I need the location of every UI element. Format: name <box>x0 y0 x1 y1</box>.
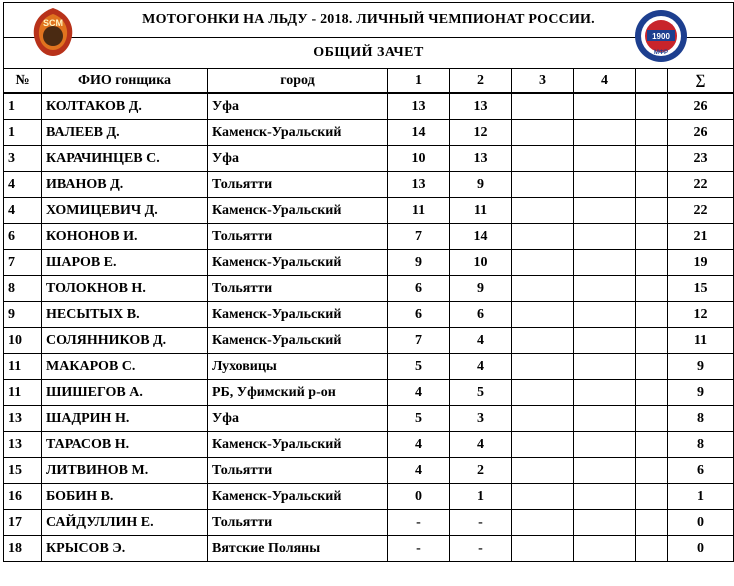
table-row <box>4 458 734 484</box>
cell-r1: 6 <box>388 302 450 328</box>
col-header-gap <box>636 69 668 93</box>
cell-r4 <box>574 302 636 328</box>
cell-gap <box>636 250 668 276</box>
cell-gap <box>636 406 668 432</box>
cell-city: Тольятти <box>208 458 388 484</box>
cell-name: КРЫСОВ Э. <box>42 536 208 562</box>
cell-r4 <box>574 380 636 406</box>
cell-r1: - <box>388 510 450 536</box>
cell-r2: 10 <box>450 250 512 276</box>
cell-r3 <box>512 94 574 120</box>
cell-r2: - <box>450 510 512 536</box>
cell-name: МАКАРОВ С. <box>42 354 208 380</box>
table-row <box>4 536 734 562</box>
page-title: МОТОГОНКИ НА ЛЬДУ - 2018. ЛИЧНЫЙ ЧЕМПИОНАТ РОССИИ. <box>4 3 734 38</box>
cell-city: Каменск-Уральский <box>208 302 388 328</box>
table-row <box>4 302 734 328</box>
cell-num: 1 <box>4 94 42 120</box>
cell-r1: 4 <box>388 458 450 484</box>
table-row <box>4 146 734 172</box>
cell-r3 <box>512 458 574 484</box>
cell-r1: - <box>388 536 450 562</box>
cell-name: ШИШЕГОВ А. <box>42 380 208 406</box>
table-row <box>4 328 734 354</box>
cell-r3 <box>512 302 574 328</box>
cell-r1: 14 <box>388 120 450 146</box>
cell-num: 8 <box>4 276 42 302</box>
cell-city: Тольятти <box>208 276 388 302</box>
cell-num: 17 <box>4 510 42 536</box>
cell-r3 <box>512 224 574 250</box>
cell-gap <box>636 302 668 328</box>
table-row <box>4 432 734 458</box>
cell-gap <box>636 458 668 484</box>
cell-r4 <box>574 484 636 510</box>
cell-city: Луховицы <box>208 354 388 380</box>
cell-r4 <box>574 328 636 354</box>
cell-name: КОЛТАКОВ Д. <box>42 94 208 120</box>
cell-r3 <box>512 510 574 536</box>
cell-num: 6 <box>4 224 42 250</box>
cell-r3 <box>512 120 574 146</box>
cell-gap <box>636 94 668 120</box>
cell-r1: 4 <box>388 432 450 458</box>
cell-total: 0 <box>668 510 734 536</box>
cell-city: Каменск-Уральский <box>208 198 388 224</box>
cell-total: 0 <box>668 536 734 562</box>
cell-city: Каменск-Уральский <box>208 120 388 146</box>
cell-num: 11 <box>4 354 42 380</box>
cell-name: НЕСЫТЫХ В. <box>42 302 208 328</box>
cell-num: 11 <box>4 380 42 406</box>
table-row <box>4 224 734 250</box>
cell-total: 8 <box>668 432 734 458</box>
cell-r4 <box>574 354 636 380</box>
cell-gap <box>636 510 668 536</box>
cell-city: Уфа <box>208 406 388 432</box>
federation-logo-icon <box>633 8 689 64</box>
cell-num: 1 <box>4 120 42 146</box>
cell-name: ВАЛЕЕВ Д. <box>42 120 208 146</box>
cell-r4 <box>574 224 636 250</box>
cell-total: 6 <box>668 458 734 484</box>
cell-r4 <box>574 536 636 562</box>
cell-gap <box>636 172 668 198</box>
cell-city: Каменск-Уральский <box>208 484 388 510</box>
cell-num: 7 <box>4 250 42 276</box>
cell-r2: 11 <box>450 198 512 224</box>
cell-r2: 1 <box>450 484 512 510</box>
col-header-r3: 3 <box>512 69 574 93</box>
cell-gap <box>636 146 668 172</box>
cell-num: 3 <box>4 146 42 172</box>
cell-r3 <box>512 276 574 302</box>
cell-r1: 7 <box>388 224 450 250</box>
table-row <box>4 250 734 276</box>
cell-r4 <box>574 172 636 198</box>
cell-city: Тольятти <box>208 172 388 198</box>
cell-gap <box>636 484 668 510</box>
table-row <box>4 198 734 224</box>
cell-r3 <box>512 380 574 406</box>
cell-r1: 9 <box>388 250 450 276</box>
cell-r2: 12 <box>450 120 512 146</box>
cell-r1: 5 <box>388 406 450 432</box>
cell-total: 22 <box>668 198 734 224</box>
table-row <box>4 172 734 198</box>
cell-r3 <box>512 328 574 354</box>
cell-r2: 13 <box>450 94 512 120</box>
cell-r2: 4 <box>450 354 512 380</box>
cell-total: 1 <box>668 484 734 510</box>
cell-gap <box>636 432 668 458</box>
cell-r4 <box>574 432 636 458</box>
cell-r3 <box>512 250 574 276</box>
cell-r3 <box>512 406 574 432</box>
cell-r1: 11 <box>388 198 450 224</box>
cell-r2: 4 <box>450 328 512 354</box>
table-row <box>4 276 734 302</box>
cell-name: БОБИН В. <box>42 484 208 510</box>
cell-total: 11 <box>668 328 734 354</box>
col-header-total: ∑ <box>668 69 734 93</box>
cell-r2: 9 <box>450 276 512 302</box>
cell-total: 23 <box>668 146 734 172</box>
left-logo-text: SCM <box>43 18 63 28</box>
table-row <box>4 354 734 380</box>
speedway-logo-icon <box>30 6 76 58</box>
col-header-city: город <box>208 69 388 93</box>
subtitle-row <box>4 38 734 69</box>
col-header-num: № <box>4 69 42 93</box>
cell-name: ТАРАСОВ Н. <box>42 432 208 458</box>
cell-name: ЛИТВИНОВ М. <box>42 458 208 484</box>
cell-r3 <box>512 432 574 458</box>
cell-gap <box>636 380 668 406</box>
cell-num: 18 <box>4 536 42 562</box>
cell-city: Тольятти <box>208 224 388 250</box>
cell-total: 15 <box>668 276 734 302</box>
cell-r4 <box>574 94 636 120</box>
cell-r4 <box>574 276 636 302</box>
table-row <box>4 510 734 536</box>
cell-num: 10 <box>4 328 42 354</box>
cell-num: 13 <box>4 406 42 432</box>
cell-r3 <box>512 198 574 224</box>
cell-r2: 14 <box>450 224 512 250</box>
cell-city: Уфа <box>208 94 388 120</box>
cell-r4 <box>574 406 636 432</box>
results-body <box>4 3 734 562</box>
col-header-r1: 1 <box>388 69 450 93</box>
cell-r2: 5 <box>450 380 512 406</box>
cell-name: ИВАНОВ Д. <box>42 172 208 198</box>
right-logo-number: 1900 <box>652 32 670 41</box>
cell-gap <box>636 120 668 146</box>
cell-r1: 13 <box>388 172 450 198</box>
cell-num: 4 <box>4 198 42 224</box>
cell-num: 9 <box>4 302 42 328</box>
cell-r1: 10 <box>388 146 450 172</box>
cell-r3 <box>512 484 574 510</box>
cell-total: 8 <box>668 406 734 432</box>
cell-r4 <box>574 120 636 146</box>
col-header-r2: 2 <box>450 69 512 93</box>
cell-total: 26 <box>668 120 734 146</box>
cell-r1: 13 <box>388 94 450 120</box>
cell-name: ШАДРИН Н. <box>42 406 208 432</box>
cell-r2: 13 <box>450 146 512 172</box>
cell-city: Каменск-Уральский <box>208 432 388 458</box>
cell-r2: 4 <box>450 432 512 458</box>
cell-r1: 0 <box>388 484 450 510</box>
table-row <box>4 94 734 120</box>
cell-r1: 6 <box>388 276 450 302</box>
cell-num: 13 <box>4 432 42 458</box>
cell-r2: 6 <box>450 302 512 328</box>
cell-num: 4 <box>4 172 42 198</box>
cell-gap <box>636 328 668 354</box>
cell-gap <box>636 354 668 380</box>
cell-name: САЙДУЛЛИН Е. <box>42 510 208 536</box>
cell-total: 9 <box>668 354 734 380</box>
cell-r1: 4 <box>388 380 450 406</box>
cell-total: 19 <box>668 250 734 276</box>
cell-r4 <box>574 510 636 536</box>
cell-r3 <box>512 536 574 562</box>
cell-name: КОНОНОВ И. <box>42 224 208 250</box>
cell-city: Каменск-Уральский <box>208 328 388 354</box>
column-header-row <box>4 69 734 93</box>
title-row <box>4 3 734 38</box>
cell-r3 <box>512 172 574 198</box>
col-header-name: ФИО гонщика <box>42 69 208 93</box>
cell-gap <box>636 224 668 250</box>
cell-name: ХОМИЦЕВИЧ Д. <box>42 198 208 224</box>
cell-r3 <box>512 354 574 380</box>
cell-city: Тольятти <box>208 510 388 536</box>
cell-total: 26 <box>668 94 734 120</box>
cell-num: 15 <box>4 458 42 484</box>
table-row <box>4 380 734 406</box>
cell-total: 21 <box>668 224 734 250</box>
table-row <box>4 120 734 146</box>
cell-r4 <box>574 198 636 224</box>
cell-r2: 3 <box>450 406 512 432</box>
cell-r4 <box>574 146 636 172</box>
cell-name: КАРАЧИНЦЕВ С. <box>42 146 208 172</box>
cell-total: 12 <box>668 302 734 328</box>
cell-r2: 9 <box>450 172 512 198</box>
table-row <box>4 406 734 432</box>
cell-gap <box>636 536 668 562</box>
cell-gap <box>636 276 668 302</box>
cell-r2: 2 <box>450 458 512 484</box>
cell-r4 <box>574 458 636 484</box>
cell-city: Уфа <box>208 146 388 172</box>
cell-city: Каменск-Уральский <box>208 250 388 276</box>
cell-name: СОЛЯННИКОВ Д. <box>42 328 208 354</box>
cell-r1: 5 <box>388 354 450 380</box>
cell-r3 <box>512 146 574 172</box>
page-subtitle: ОБЩИЙ ЗАЧЕТ <box>4 38 734 69</box>
cell-num: 16 <box>4 484 42 510</box>
cell-city: РБ, Уфимский р-он <box>208 380 388 406</box>
cell-gap <box>636 198 668 224</box>
cell-city: Вятские Поляны <box>208 536 388 562</box>
cell-name: ШАРОВ Е. <box>42 250 208 276</box>
table-row <box>4 484 734 510</box>
cell-total: 9 <box>668 380 734 406</box>
cell-total: 22 <box>668 172 734 198</box>
cell-name: ТОЛОКНОВ Н. <box>42 276 208 302</box>
cell-r2: - <box>450 536 512 562</box>
cell-r1: 7 <box>388 328 450 354</box>
results-table <box>3 2 734 562</box>
col-header-r4: 4 <box>574 69 636 93</box>
right-logo-text: МФР <box>653 50 669 56</box>
cell-r4 <box>574 250 636 276</box>
